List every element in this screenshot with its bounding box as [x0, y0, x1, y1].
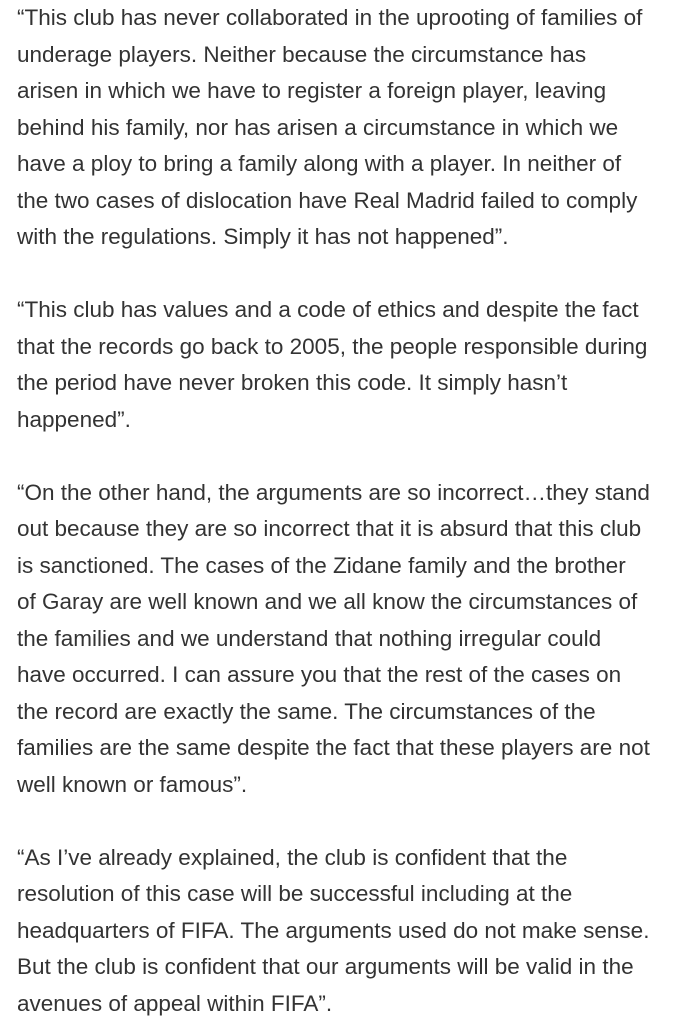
text-line: the record are exactly the same. The circumstances of the [17, 698, 596, 724]
text-line: underage players. Neither because the circumstance has [17, 41, 587, 67]
text-line: “On the other hand, the arguments are so incorrect…they stand [17, 479, 650, 505]
statement-document [17, 0, 681, 1022]
text-line: the period have never broken this code. It simply hasn’t [17, 370, 568, 395]
text-line: have occurred. I can assure you that the rest of the cases on [17, 662, 622, 687]
paragraph-2 [17, 292, 681, 438]
paragraph-spacer [17, 803, 681, 840]
text-line: of Garay are well known and we all know the circumstances of [17, 589, 638, 614]
text-line: “As I’ve already explained, the club is confident that the [17, 844, 568, 870]
text-line: resolution of this case will be successful including at the [17, 881, 573, 906]
text-line: headquarters of FIFA. The arguments used do not make sense. [17, 917, 650, 943]
text-line: “This club has values and a code of ethics and despite the fact [17, 297, 639, 322]
paragraph-spacer [17, 438, 681, 475]
text-line: families are the same despite the fact that these players are not [17, 735, 650, 760]
text-line: “This club has never collaborated in the uprooting of families of [17, 5, 643, 30]
text-line: the families and we understand that nothing irregular could [17, 625, 602, 651]
text-line: avenues of appeal within FIFA”. [17, 990, 333, 1016]
text-line: happened”. [17, 406, 131, 432]
text-line: have a ploy to bring a family along with a player. In neither of [17, 151, 622, 176]
paragraph-1 [17, 0, 681, 256]
text-line: the two cases of dislocation have Real Madrid failed to comply [17, 187, 638, 213]
text-line: that the records go back to 2005, the people responsible during [17, 333, 648, 359]
text-line: behind his family, nor has arisen a circumstance in which we [17, 114, 619, 140]
text-line: with the regulations. Simply it has not happened”. [17, 224, 509, 249]
paragraph-4 [17, 840, 681, 1023]
text-line: But the club is confident that our arguments will be valid in the [17, 954, 634, 979]
paragraph-3 [17, 475, 681, 804]
text-line: arisen in which we have to register a foreign player, leaving [17, 78, 607, 103]
text-line: well known or famous”. [17, 771, 248, 797]
text-line: out because they are so incorrect that it is absurd that this club [17, 516, 642, 541]
text-line: is sanctioned. The cases of the Zidane family and the brother [17, 552, 626, 578]
paragraph-spacer [17, 256, 681, 293]
